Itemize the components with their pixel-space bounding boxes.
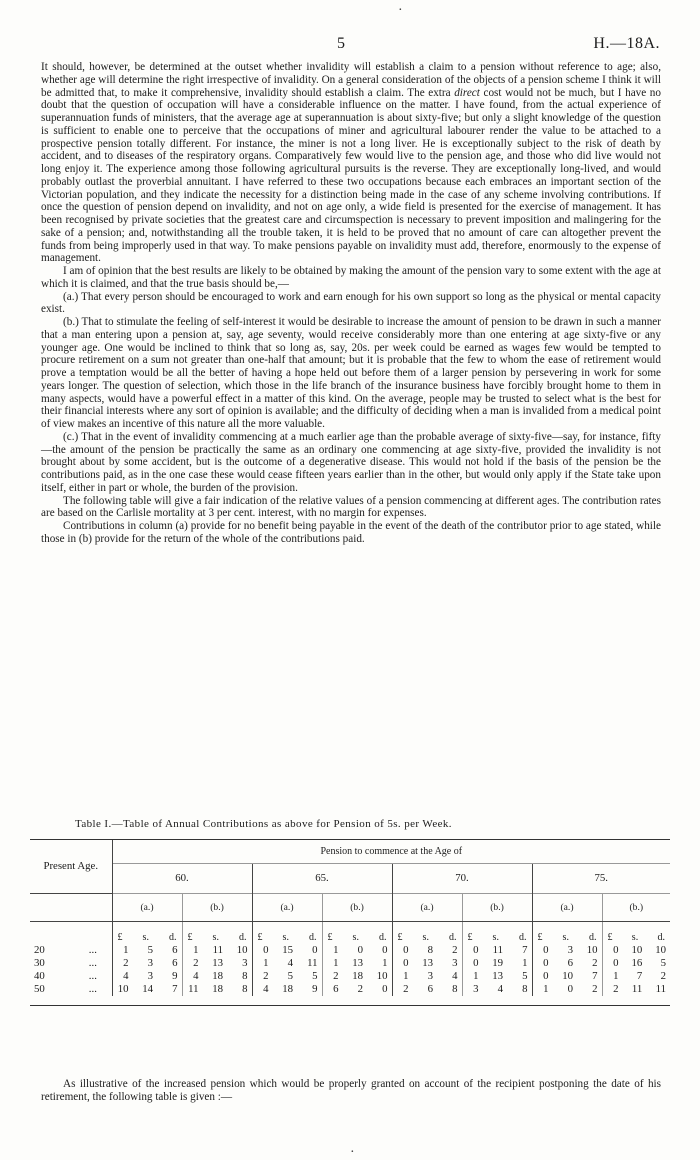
amount-part: 0	[543, 943, 549, 956]
amount-cell	[532, 944, 602, 957]
units-cell	[182, 922, 252, 944]
amount-part: 3	[147, 956, 153, 969]
amount-part: 0	[382, 943, 388, 956]
amount-part: 0	[543, 956, 549, 969]
present-age: 40	[34, 969, 45, 982]
amount-cell	[392, 944, 462, 957]
col-70b: (b.)	[462, 894, 532, 922]
amount-part: 0	[357, 943, 363, 956]
amount-part: 0	[543, 969, 549, 982]
amount-cell	[182, 983, 252, 996]
col-60a: (a.)	[112, 894, 182, 922]
amount-cell	[112, 970, 182, 983]
col-75b: (b.)	[602, 894, 670, 922]
amount-part: 0	[567, 982, 573, 995]
amount-part: 8	[242, 982, 248, 995]
amount-part: 8	[427, 943, 433, 956]
amount-part: 7	[172, 982, 178, 995]
col-65a: (a.)	[252, 894, 322, 922]
leader-dots: ...	[88, 943, 97, 956]
amount-part: 16	[631, 956, 643, 969]
amount-part: 14	[142, 982, 153, 995]
contributions-table	[30, 839, 670, 1006]
amount-cell	[532, 970, 602, 983]
amount-part: 1	[403, 969, 409, 982]
amount-part: 1	[193, 943, 199, 956]
amount-part: 0	[312, 943, 318, 956]
col-60b: (b.)	[182, 894, 252, 922]
amount-cell	[322, 957, 392, 970]
units-spacer	[30, 922, 112, 944]
age-75-header: 75.	[532, 864, 670, 894]
amount-cell	[322, 983, 392, 996]
amount-part: 2	[357, 982, 363, 995]
amount-cell	[602, 944, 670, 957]
amount-part: 3	[242, 956, 248, 969]
amount-part: 6	[427, 982, 433, 995]
amount-part: 18	[212, 969, 223, 982]
unit-label: s.	[492, 931, 499, 943]
amount-part: 0	[473, 943, 479, 956]
amount-part: 11	[212, 943, 223, 956]
amount-part: 1	[613, 969, 619, 982]
col-65b: (b.)	[322, 894, 392, 922]
amount-part: 1	[543, 982, 549, 995]
amount-cell	[112, 957, 182, 970]
amount-part: 6	[172, 956, 178, 969]
units-cell	[462, 922, 532, 944]
unit-label: d.	[589, 931, 597, 943]
present-age-cell	[30, 983, 112, 996]
amount-part: 18	[212, 982, 223, 995]
group-header: Pension to commence at the Age of	[112, 840, 670, 864]
age-60-header: 60.	[112, 864, 252, 894]
amount-part: 1	[333, 943, 339, 956]
amount-cell	[252, 983, 322, 996]
amount-cell	[182, 944, 252, 957]
amount-part: 0	[613, 956, 619, 969]
unit-label: d.	[449, 931, 457, 943]
bottom-mark: ·	[350, 1145, 355, 1160]
unit-label: s.	[142, 931, 149, 943]
amount-cell	[462, 957, 532, 970]
amount-part: 6	[333, 982, 339, 995]
amount-part: 1	[123, 943, 129, 956]
amount-part: 6	[567, 956, 573, 969]
paragraph-point-b: (b.) That to stimulate the feeling of self-interest it would be desirable to increase the amount of pension to be drawn in such a manner that a man entering upon a pension at, say, age seventy, would receive considerably more than one entering at age sixty-five or any younger age. One would be inclined to think that so long as, say, 20s. per week could be earned as wages few would be tempted to procure retirement on a sum not greater than one-half that amount; but it is probable that the few to whom the ease of retirement would prove a temptation would be all the better of having a hope held out before them of a larger pension by persevering in work for some years longer. The question of selection, which those in the life branch of the insurance business have forcibly brought home to them in many aspects, would have a powerful effect in a matter of this kind. On the average, people may be trusted to select what is the best for their financial interests where any sort of opinion is available; and the difficulty of deciding when a man is invalided from a medical point of view makes an incentive of this nature all the more valuable.	[41, 316, 661, 430]
amount-part: 8	[242, 969, 248, 982]
amount-part: 9	[172, 969, 178, 982]
page-number: 5	[337, 35, 345, 52]
leader-dots: ...	[88, 956, 97, 969]
unit-label: £	[187, 931, 193, 943]
units-cell	[392, 922, 462, 944]
amount-cell	[602, 957, 670, 970]
amount-part: 7	[522, 943, 528, 956]
amount-part: 2	[452, 943, 458, 956]
amount-part: 10	[655, 943, 666, 956]
amount-part: 10	[631, 943, 643, 956]
unit-label: s.	[282, 931, 289, 943]
amount-part: 2	[613, 982, 619, 995]
unit-label: d.	[519, 931, 527, 943]
amount-cell	[462, 944, 532, 957]
amount-part: 3	[452, 956, 458, 969]
amount-part: 11	[307, 956, 318, 969]
unit-label: s.	[562, 931, 569, 943]
amount-part: 0	[613, 943, 619, 956]
present-age-cell	[30, 957, 112, 970]
amount-part: 2	[333, 969, 339, 982]
closing-paragraph: As illustrative of the increased pension which would be properly granted on account of the recipient postponing the date of his retirement, the following table is given :—	[41, 1078, 661, 1103]
amount-part: 10	[586, 943, 598, 956]
paragraph-opinion: I am of opinion that the best results are likely to be obtained by making the amount of the pension vary to some extent with the age at which it is claimed, and that the true basis should be,—	[41, 265, 661, 290]
unit-label: s.	[631, 931, 639, 943]
unit-label: £	[117, 931, 123, 943]
amount-part: 2	[660, 969, 666, 982]
age-70-header: 70.	[392, 864, 532, 894]
amount-part: 5	[312, 969, 318, 982]
present-age: 20	[34, 943, 45, 956]
table-row	[30, 970, 670, 983]
amount-cell	[322, 944, 392, 957]
unit-label: s.	[212, 931, 219, 943]
amount-part: 11	[655, 982, 666, 995]
amount-part: 11	[492, 943, 503, 956]
present-age: 50	[34, 982, 45, 995]
amount-part: 5	[287, 969, 293, 982]
amount-part: 4	[497, 982, 503, 995]
amount-part: 3	[567, 943, 573, 956]
amount-cell	[602, 983, 670, 996]
amount-part: 19	[492, 956, 503, 969]
amount-cell	[392, 957, 462, 970]
unit-label: £	[327, 931, 333, 943]
paragraph-table-intro: The following table will give a fair indication of the relative values of a pension commencing at different ages. The contribution rates are based on the Carlisle mortality at 3 per cent. interest, with no margin for expenses.	[41, 494, 661, 520]
amount-part: 4	[263, 982, 269, 995]
paragraph-point-c: (c.) That in the event of invalidity commencing at a much earlier age than the probable average of sixty-five—say, for instance, fifty—the amount of the pension be practically the same as an ordinary one commencing at age sixty-five, provided the invalidity is not brought about by some accident, but is the outcome of a degenerative disease. This would not hold if the basis of the pension be the contributions paid, as in the one case these would cease fifteen years earlier than in the other, but would only apply if the State take upon itself, either in part or whole, the burden of the provision.	[41, 430, 661, 494]
paragraph-point-a: (a.) That every person should be encouraged to work and earn enough for his own support so long as the physical or mental capacity exist.	[41, 290, 661, 316]
amount-cell	[392, 983, 462, 996]
present-age-cell	[30, 944, 112, 957]
amount-part: 0	[263, 943, 269, 956]
amount-part: 3	[427, 969, 433, 982]
amount-part: 3	[147, 969, 153, 982]
amount-cell	[532, 957, 602, 970]
amount-cell	[252, 957, 322, 970]
amount-part: 1	[333, 956, 339, 969]
amount-part: 5	[147, 943, 153, 956]
page-header	[0, 34, 700, 54]
amount-part: 4	[452, 969, 458, 982]
leader-dots: ...	[88, 969, 97, 982]
amount-cell	[252, 944, 322, 957]
amount-part: 13	[212, 956, 223, 969]
closing-text	[41, 1078, 661, 1104]
amount-part: 0	[473, 956, 479, 969]
amount-part: 0	[403, 956, 409, 969]
top-mark: ·	[398, 3, 403, 18]
amount-part: 7	[636, 969, 643, 982]
amount-part: 8	[522, 982, 528, 995]
present-age-header: Present Age.	[30, 840, 112, 894]
unit-label: d.	[239, 931, 247, 943]
amount-part: 7	[592, 969, 598, 982]
amount-part: 5	[660, 956, 666, 969]
paragraph-invalidity: It should, however, be determined at the outset whether invalidity will establish a claim to a pension without reference to age; also, whether age will determine the right irrespective of invalidity. On a general consideration of the objects of a pension scheme I think it will be admitted that, to make it comprehensive, invalidity should establish a claim. The extra direct cost would not be much, but I have no doubt that the question of occupation will have a considerable influence on the matter. I have found, from the actual experience of superannuation funds of ministers, that the average age at superannuation is about sixty-five; but only a slight knowledge of the question is sufficient to enable one to perceive that the occupations of miner and agricultural labourer render the value to be attached to a prospective pension totally different. For instance, the miner is not a long liver. He is exceptionally subject to the risk of death by accident, and to diseases of the respiratory organs. Comparatively few would live to the pension age, and those who did live would not long enjoy it. The experience among those following agricultural pursuits is the reverse. They are exceptionally long-lived, and would probably outlast the proverbial annuitant. I have referred to these two occupations because each embraces an important section of the Victorian population, and they indicate the necessity for a distinction being made in the case of any scheme involving contributions. If once the question of pension depend on invalidity, and not on age only, a wide field is presented for the exercise of management. It has been recognised by private societies that the greatest care and circumspection is necessary to prevent imposition and malingering for the sake of a pension; and, notwithstanding all the trouble taken, it is held to be proved that no amount of care can altogether prevent the funds from being improperly used in that way. To make pensions payable on invalidity must add, therefore, enormously to the expense of management.	[41, 61, 661, 265]
amount-part: 18	[282, 982, 293, 995]
present-age-cell	[30, 970, 112, 983]
amount-part: 4	[193, 969, 199, 982]
present-age: 30	[34, 956, 45, 969]
amount-cell	[602, 970, 670, 983]
amount-part: 4	[287, 956, 293, 969]
amount-part: 8	[452, 982, 458, 995]
amount-part: 0	[403, 943, 409, 956]
units-cell	[252, 922, 322, 944]
table-row	[30, 944, 670, 957]
col-70a: (a.)	[392, 894, 462, 922]
amount-part: 10	[236, 943, 248, 956]
amount-cell	[532, 983, 602, 996]
amount-part: 1	[263, 956, 269, 969]
table-body	[30, 922, 670, 996]
unit-label: £	[257, 931, 263, 943]
units-cell	[532, 922, 602, 944]
amount-part: 2	[193, 956, 199, 969]
unit-label: d.	[169, 931, 177, 943]
amount-cell	[462, 983, 532, 996]
amount-cell	[392, 970, 462, 983]
amount-part: 1	[473, 969, 479, 982]
amount-part: 5	[522, 969, 528, 982]
unit-label: s.	[422, 931, 429, 943]
amount-part: 2	[592, 956, 598, 969]
units-cell	[322, 922, 392, 944]
paragraph-columns-note: Contributions in column (a) provide for no benefit being payable in the event of the death of the contributor prior to age stated, while those in (b) provide for the return of the whole of the contributions paid.	[41, 520, 661, 545]
amount-cell	[112, 983, 182, 996]
table-caption: Table I.—Table of Annual Contributions as above for Pension of 5s. per Week.	[75, 818, 452, 830]
col-75a: (a.)	[532, 894, 602, 922]
unit-label: d.	[379, 931, 387, 943]
amount-part: 3	[473, 982, 479, 995]
table-row	[30, 957, 670, 970]
table-row	[30, 983, 670, 996]
amount-part: 2	[403, 982, 409, 995]
amount-cell	[252, 970, 322, 983]
amount-cell	[182, 970, 252, 983]
amount-part: 13	[352, 956, 363, 969]
amount-cell	[322, 970, 392, 983]
unit-label: £	[607, 931, 613, 943]
amount-part: 2	[123, 956, 129, 969]
amount-part: 0	[382, 982, 388, 995]
amount-part: 1	[522, 956, 528, 969]
unit-label: s.	[352, 931, 359, 943]
amount-part: 2	[592, 982, 598, 995]
unit-label: £	[537, 931, 543, 943]
leader-dots: ...	[88, 982, 97, 995]
amount-cell	[462, 970, 532, 983]
units-cell	[602, 922, 670, 944]
amount-part: 13	[492, 969, 503, 982]
amount-part: 4	[123, 969, 129, 982]
amount-part: 11	[188, 982, 199, 995]
amount-part: 10	[117, 982, 129, 995]
amount-part: 10	[562, 969, 573, 982]
age-65-header: 65.	[252, 864, 392, 894]
amount-part: 18	[352, 969, 363, 982]
amount-part: 2	[263, 969, 269, 982]
amount-cell	[182, 957, 252, 970]
units-row	[30, 922, 670, 944]
unit-label: d.	[309, 931, 317, 943]
amount-part: 9	[312, 982, 318, 995]
amount-part: 10	[376, 969, 388, 982]
amount-part: 11	[631, 982, 643, 995]
amount-cell	[112, 944, 182, 957]
document-code: H.—18A.	[593, 35, 660, 52]
amount-part: 13	[422, 956, 433, 969]
amount-part: 15	[282, 943, 293, 956]
unit-label: £	[397, 931, 403, 943]
unit-label: d.	[657, 931, 665, 943]
unit-label: £	[467, 931, 473, 943]
units-cell	[112, 922, 182, 944]
amount-part: 1	[382, 956, 388, 969]
body-text	[41, 61, 661, 546]
amount-part: 6	[172, 943, 178, 956]
